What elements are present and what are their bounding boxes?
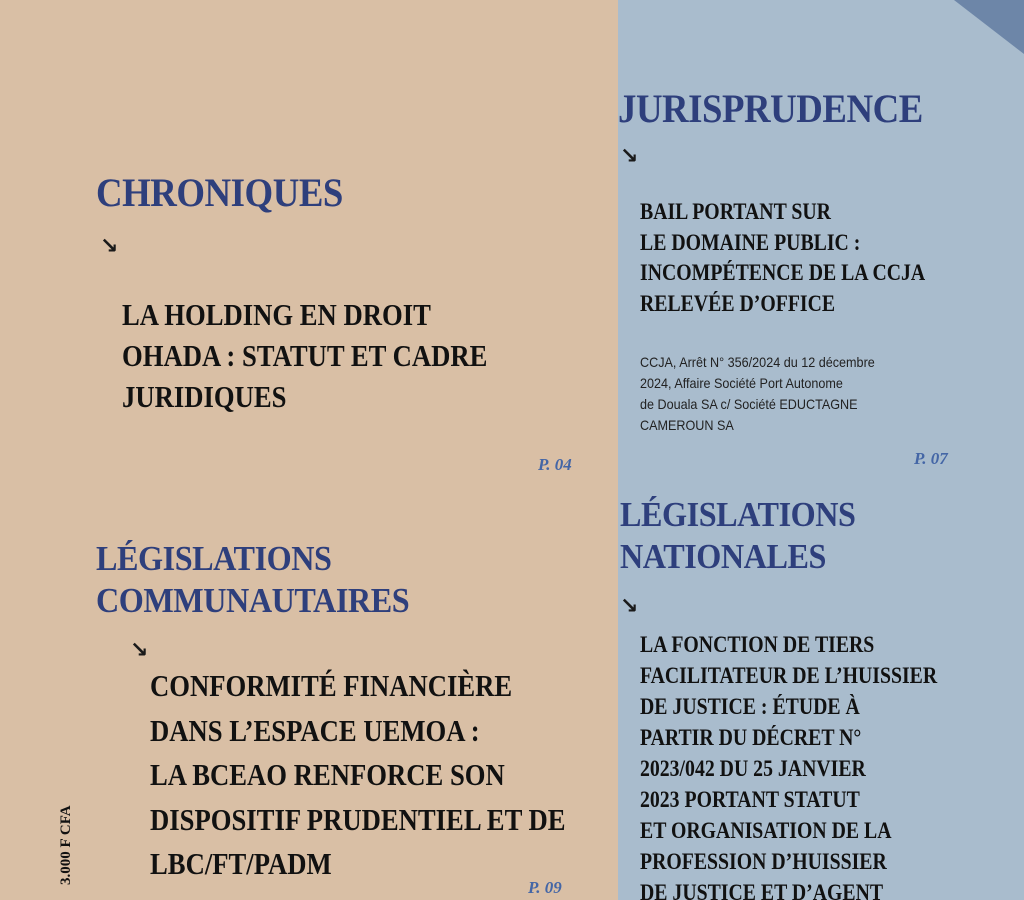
article-title-holding[interactable]: [122, 294, 487, 417]
case-reference-line: de Douala SA c/ Société EDUCTAGNE: [640, 396, 858, 412]
article-title-bail[interactable]: [640, 197, 925, 319]
section-heading-legislations-nationales: [620, 494, 855, 578]
section-heading-chroniques: CHRONIQUES: [96, 170, 343, 215]
case-reference-line: CCJA, Arrêt N° 356/2024 du 12 décembre: [640, 354, 875, 370]
corner-tab: [954, 0, 1024, 54]
article-title-line: 2023/042 DU 25 JANVIER: [640, 756, 866, 781]
article-title-line: RELEVÉE D’OFFICE: [640, 290, 836, 316]
arrow-icon: ↘: [620, 594, 639, 619]
article-title-huissier[interactable]: [640, 629, 937, 900]
article-title-line: LE DOMAINE PUBLIC :: [640, 229, 861, 255]
case-reference-line: 2024, Affaire Société Port Autonome: [640, 375, 843, 391]
section-heading-jurisprudence: JURISPRUDENCE: [618, 86, 923, 131]
article-title-line: BAIL PORTANT SUR: [640, 199, 831, 224]
heading-line: COMMUNAUTAIRES: [96, 581, 410, 620]
article-title-line: LBC/FT/PADM: [150, 846, 332, 881]
article-title-line: INCOMPÉTENCE DE LA CCJA: [640, 260, 926, 285]
article-title-line: FACILITATEUR DE L’HUISSIER: [640, 663, 938, 688]
heading-line: LÉGISLATIONS: [96, 539, 332, 578]
article-title-line: PARTIR DU DÉCRET N°: [640, 725, 862, 750]
right-panel: [618, 0, 1024, 900]
article-title-line: DE JUSTICE : ÉTUDE À: [640, 694, 860, 719]
article-title-line: CONFORMITÉ FINANCIÈRE: [150, 668, 513, 703]
case-reference: [640, 352, 875, 436]
page-reference[interactable]: P. 07: [914, 449, 948, 468]
heading-line: NATIONALES: [620, 537, 826, 576]
article-title-uemoa[interactable]: [150, 664, 566, 887]
section-heading-legislations-communautaires: [96, 538, 409, 622]
price-label: 3.000 F CFA: [58, 805, 74, 885]
article-title-line: DANS L’ESPACE UEMOA :: [150, 712, 480, 748]
arrow-icon: ↘: [620, 144, 639, 169]
article-title-line: LA FONCTION DE TIERS: [640, 632, 875, 657]
article-title-line: DISPOSITIF PRUDENTIEL ET DE: [150, 801, 566, 837]
article-title-line: 2023 PORTANT STATUT: [640, 787, 860, 812]
article-title-line: PROFESSION D’HUISSIER: [640, 849, 887, 874]
article-title-line: JURIDIQUES: [122, 379, 287, 414]
article-title-line: LA BCEAO RENFORCE SON: [150, 757, 505, 792]
arrow-icon: ↘: [100, 234, 119, 259]
page-reference[interactable]: P. 04: [538, 455, 572, 474]
article-title-line: LA HOLDING EN DROIT: [122, 297, 431, 332]
article-title-line: DE JUSTICE ET D’AGENT: [640, 880, 884, 900]
case-reference-line: CAMEROUN SA: [640, 417, 734, 433]
article-title-line: ET ORGANISATION DE LA: [640, 818, 892, 843]
page-reference[interactable]: P. 09: [528, 878, 562, 897]
article-title-line: OHADA : STATUT ET CADRE: [122, 338, 488, 373]
heading-line: LÉGISLATIONS: [620, 495, 856, 534]
arrow-icon: ↘: [130, 638, 149, 663]
